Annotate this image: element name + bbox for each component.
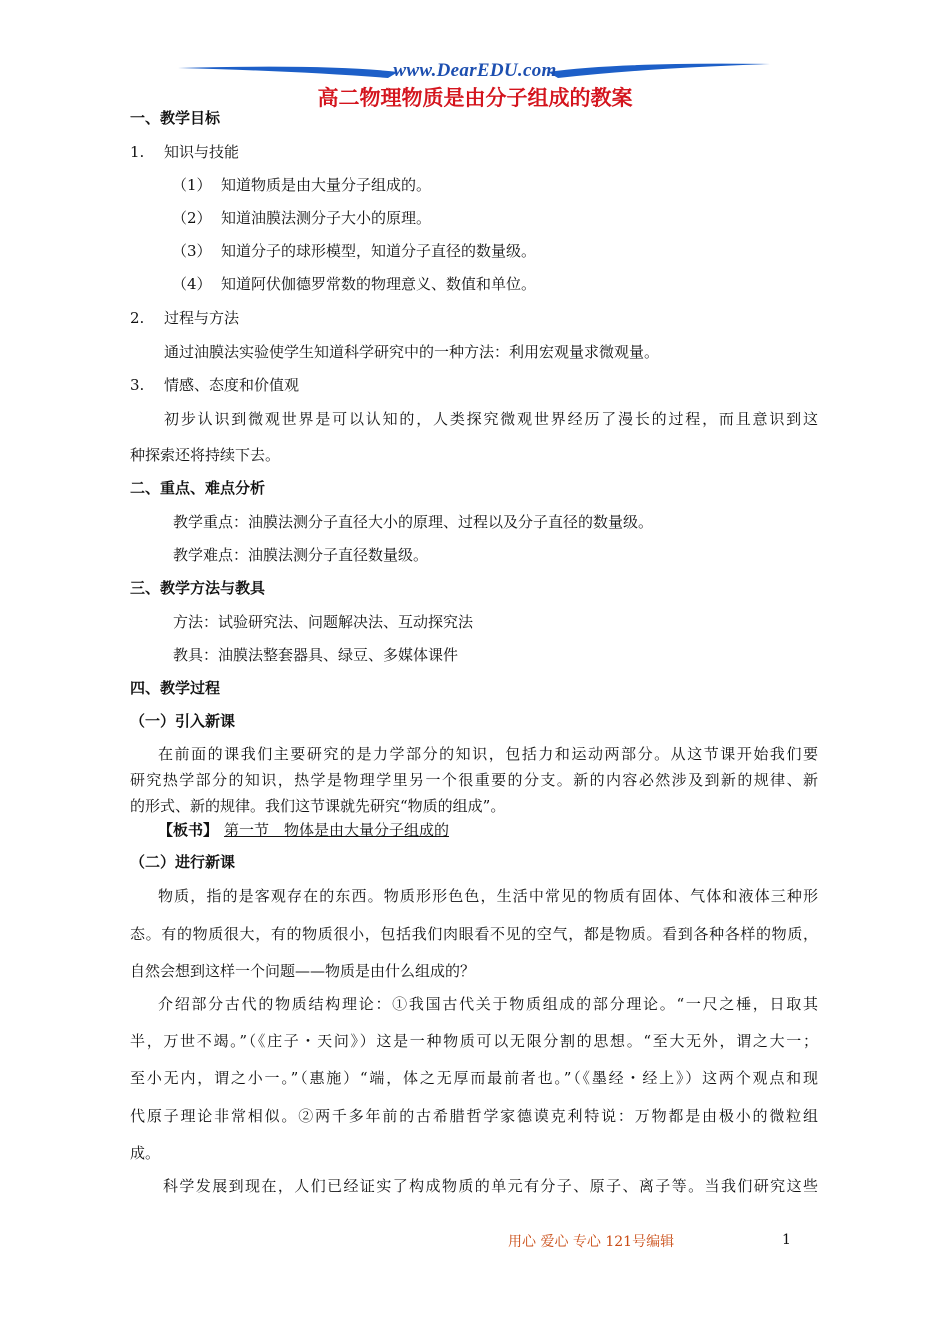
paragraph-line: 种探索还将持续下去。 (130, 446, 281, 464)
page-number: 1 (782, 1232, 791, 1248)
section-heading-process: 四、教学过程 (130, 679, 221, 697)
method-text: 方法：试验研究法、问题解决法、互动探究法 (173, 613, 474, 631)
paragraph-line: 至小无内，谓之小一。”（惠施）“端，体之无厚而最前者也。”（《墨经・经上》）这两个观点和现 (130, 1069, 818, 1087)
subheading-process: 过程与方法 (164, 309, 240, 327)
subheading-knowledge: 知识与技能 (164, 143, 240, 161)
key-point-text: 教学重点：油膜法测分子直径大小的原理、过程以及分子直径的数量级。 (173, 513, 654, 531)
paragraph-line: 态。有的物质很大，有的物质很小，包括我们肉眼看不见的空气，都是物质。看到各种各样的物质， (130, 925, 818, 943)
footer-note: 用心 爱心 专心 121号编辑 (508, 1234, 675, 1250)
section-heading-key-points: 二、重点、难点分析 (130, 479, 266, 497)
objective-item: 知道阿伏伽德罗常数的物理意义、数值和单位。 (221, 275, 537, 293)
objective-item: 知道物质是由大量分子组成的。 (221, 176, 432, 194)
section-heading-methods: 三、教学方法与教具 (130, 579, 266, 597)
paragraph-line: 在前面的课我们主要研究的是力学部分的知识，包括力和运动两部分。从这节课开始我们要 (158, 745, 818, 763)
site-logo-text: www.DearEDU.com (393, 60, 557, 81)
paragraph-line: 成。 (130, 1144, 161, 1162)
board-text: 第一节 物体是由大量分子组成的 (224, 821, 450, 839)
item-number: （4） (172, 275, 212, 293)
subsection-heading-new-lesson: （二）进行新课 (130, 853, 236, 871)
item-number: （3） (172, 242, 212, 260)
section-heading-objectives: 一、教学目标 (130, 109, 221, 127)
subheading-attitude: 情感、态度和价值观 (164, 376, 300, 394)
paragraph-line: 初步认识到微观世界是可以认知的，人类探究微观世界经历了漫长的过程，而且意识到这 (164, 410, 818, 428)
document-title: 高二物理物质是由分子组成的教案 (317, 85, 633, 110)
subsection-heading-intro: （一）引入新课 (130, 712, 236, 730)
tools-text: 教具：油膜法整套器具、绿豆、多媒体课件 (173, 646, 459, 664)
board-label: 【板书】 (158, 821, 219, 839)
objective-item: 知道分子的球形模型，知道分子直径的数量级。 (221, 242, 537, 260)
process-text: 通过油膜法实验使学生知道科学研究中的一种方法：利用宏观量求微观量。 (164, 343, 660, 361)
paragraph-line: 研究热学部分的知识，热学是物理学里另一个很重要的分支。新的内容必然涉及到新的规律、新 (130, 771, 818, 789)
paragraph-line: 代原子理论非常相似。②两千多年前的古希腊哲学家德谟克利特说：万物都是由极小的微粒组 (130, 1107, 818, 1125)
item-number: （2） (172, 209, 212, 227)
paragraph-line: 物质，指的是客观存在的东西。物质形形色色，生活中常见的物质有固体、气体和液体三种形 (158, 887, 818, 905)
paragraph-line: 的形式、新的规律。我们这节课就先研究“物质的组成”。 (130, 797, 506, 815)
paragraph-line: 科学发展到现在，人们已经证实了构成物质的单元有分子、原子、离子等。当我们研究这些 (163, 1177, 818, 1195)
item-number: （1） (172, 176, 212, 194)
difficult-point-text: 教学难点：油膜法测分子直径数量级。 (173, 546, 429, 564)
paragraph-line: 自然会想到这样一个问题——物质是由什么组成的？ (130, 962, 476, 980)
objective-item: 知道油膜法测分子大小的原理。 (221, 209, 432, 227)
paragraph-line: 半，万世不竭。”（《庄子・天问》）这是一种物质可以无限分割的思想。“至大无外，谓之大一； (130, 1032, 818, 1050)
list-number: 2. (130, 309, 145, 327)
list-number: 3. (130, 376, 145, 394)
paragraph-line: 介绍部分古代的物质结构理论：①我国古代关于物质组成的部分理论。“一尺之棰，日取其 (158, 995, 818, 1013)
list-number: 1. (130, 143, 145, 161)
